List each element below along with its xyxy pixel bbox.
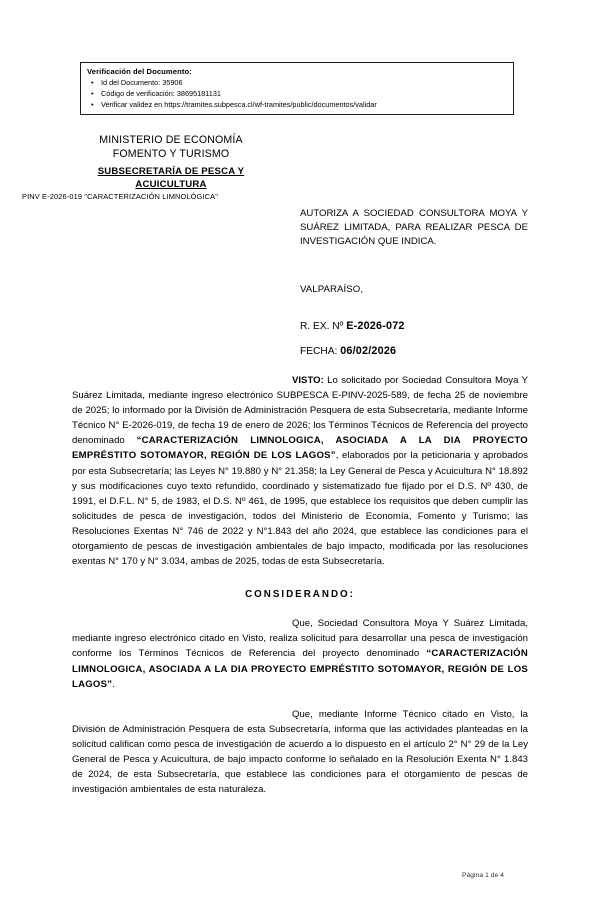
document-body	[72, 373, 528, 797]
resolution-number-line	[300, 320, 405, 332]
verification-title: Verificación del Documento:	[87, 67, 192, 76]
ministry-line-1: MINISTERIO DE ECONOMÍA	[99, 134, 243, 146]
visto-project-title: “CARACTERIZACIÓN LIMNOLOGICA, ASOCIADA A LA DIA PROYECTO EMPRÉSTITO SOTOMAYOR, REGIÓN DE LOS LAGOS”	[72, 435, 528, 462]
verification-list	[81, 77, 513, 110]
visto-part-1: Lo solicitado por Sociedad Consultora Moya Y Suárez Limitada, mediante ingreso electrónico SUBPESCA E-PINV-2025-589, de fecha 25 de noviembre de 2025; lo informado por la División de Administración Pesquera de esta Subsecretaría, mediante Informe Técnico N° E-2026-019, de fecha 19 de enero de 2026; los Términos Técnicos de Referencia del proyecto denominado	[72, 375, 528, 447]
project-code: PINV E-2026-019 "CARACTERIZACIÓN LIMNOLÓGICA"	[22, 192, 218, 201]
institutional-header	[46, 133, 296, 191]
ministry-line-2: FOMENTO Y TURISMO	[112, 148, 230, 160]
page-footer: Página 1 de 4	[462, 872, 504, 879]
date-line	[300, 345, 396, 357]
date-label: FECHA:	[300, 346, 341, 357]
considerando-2-text: Que, mediante Informe Técnico citado en Visto, la División de Administración Pesquera de esta Subsecretaría, informa que las actividades planteadas en la solicitud califican como pesca de investigación de acuerdo a lo dispuesto en el artículo 2° N° 29 de la Ley General de Pesca y Acuicultura, de bajo impacto conforme lo señalado en la Resolución Exenta N° 1.843 de 2024, de esta Subsecretaría, que establece las condiciones para el otorgamiento de pescas de investigación ambientales de esta naturaleza.	[72, 708, 528, 796]
considerando-1-part-1: Que, Sociedad Consultora Moya Y Suárez Limitada, mediante ingreso electrónico citado en Visto, realiza solicitud para desarrollar una pesca de investigación conforme los Términos Técnicos de Referencia del proyecto denominado	[72, 618, 528, 660]
date-value: 06/02/2026	[340, 345, 397, 357]
considerando-1-project-title: “CARACTERIZACIÓN LIMNOLOGICA, ASOCIADA A LA DIA PROYECTO EMPRÉSTITO SOTOMAYOR, REGIÓN DE LOS LAGOS”	[72, 648, 528, 690]
visto-part-2: , elaborados por la peticionaria y aprobados por esta Subsecretaría; las Leyes N° 19.880 y N° 21.358; la Ley General de Pesca y Acuicultura N° 18.892 y sus modificaciones cuyo texto refundido, coordinado y sistematizado fue fijado por el D.S. Nº 430, de 1991, el D.F.L. N° 5, de 1983, el D.S. Nº 461, de 1995, que establece los requisitos que deben cumplir las solicitudes de pesca de investigación, todos del Ministerio de Economía, Fomento y Turismo; las Resoluciones Exentas N° 746 de 2022 y N°1.843 del año 2024, que establece las condiciones para el otorgamiento de pescas de investigación ambientales de bajo impacto, modificada por las resoluciones exentas N° 170 y N° 3.034, ambas de 2025, todas de esta Subsecretaría.	[72, 450, 528, 568]
paragraph-considerando-2	[72, 707, 528, 798]
subsecretariat-line-2: ACUICULTURA	[135, 179, 207, 190]
place-line: VALPARAÍSO,	[300, 284, 364, 295]
resolution-label: R. EX. Nº	[300, 321, 347, 332]
considerando-heading: CONSIDERANDO:	[245, 589, 355, 601]
subsecretariat-name	[46, 165, 296, 191]
resolution-number: E-2026-072	[346, 320, 405, 332]
verification-item-document-id: • Id del Documento: 35906	[101, 77, 513, 88]
verification-box	[80, 62, 514, 115]
paragraph-visto	[72, 373, 528, 569]
verification-item-url: • Verificar validez en https://tramites.subpesca.cl/wf-tramites/public/documentos/validar	[101, 99, 513, 110]
subsecretariat-line-1: SUBSECRETARÍA DE PESCA Y	[97, 166, 245, 177]
authorization-subject: AUTORIZA A SOCIEDAD CONSULTORA MOYA Y SUÁREZ LIMITADA, PARA REALIZAR PESCA DE INVESTIGACIÓN QUE INDICA.	[300, 208, 528, 248]
verification-item-code: • Código de verificación: 38695181131	[101, 88, 513, 99]
visto-keyword: VISTO:	[292, 375, 324, 386]
paragraph-considerando-1	[72, 616, 528, 691]
considerando-1-part-2: .	[112, 678, 115, 690]
